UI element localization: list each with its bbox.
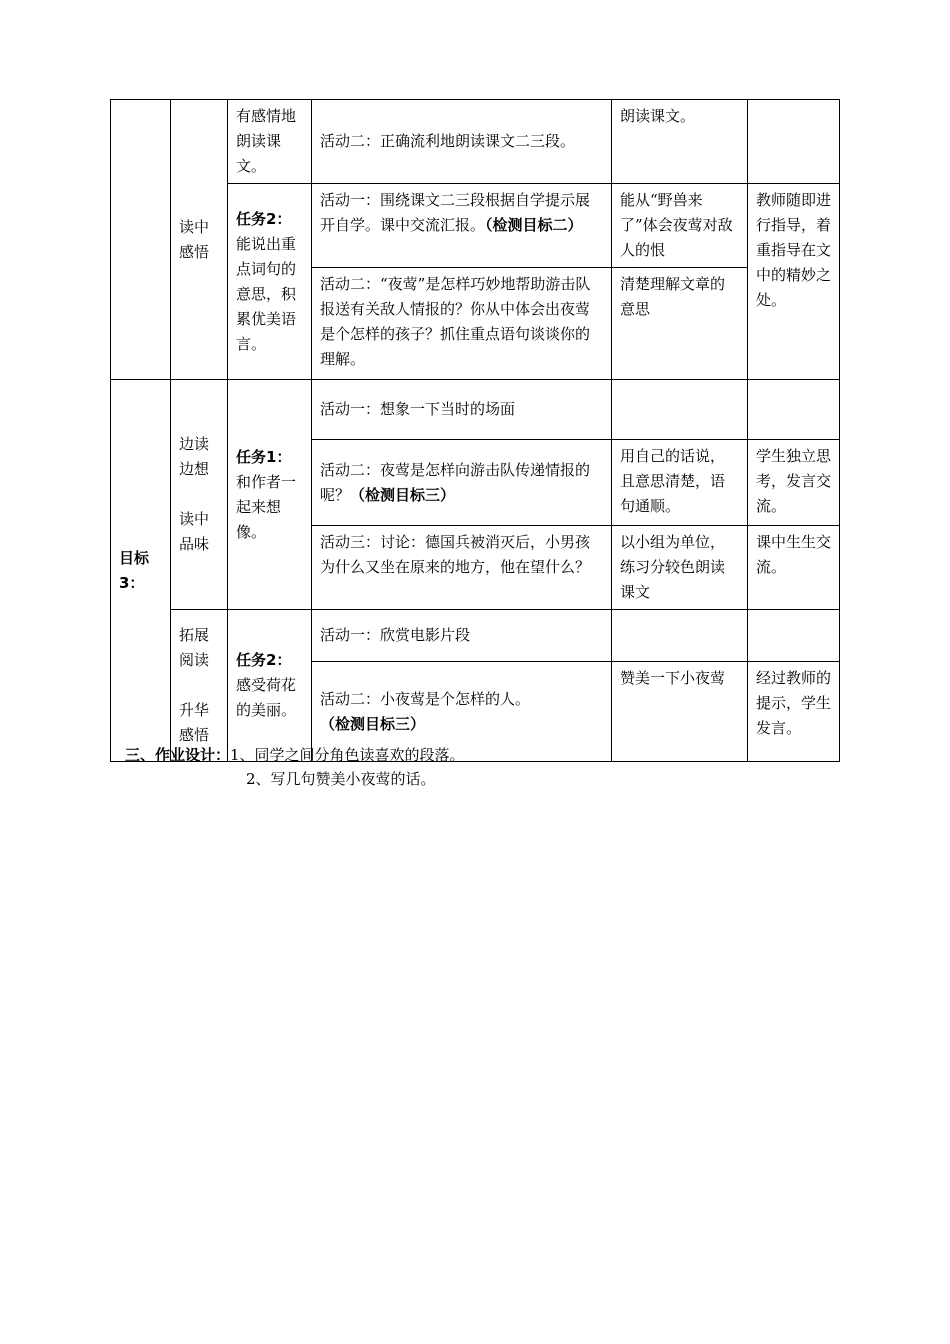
table-row [111,610,840,662]
student-cell: 清楚理解文章的意思 [612,268,748,380]
activity-cell: 活动一：想象一下当时的场面 [312,380,612,440]
table-row [111,100,840,184]
teacher-cell [748,100,840,184]
student-cell: 以小组为单位，练习分较色朗读课文 [612,526,748,610]
task-cell: 任务2：能说出重点词句的意思，积累优美语言。 [228,184,312,380]
task-cell: 任务1：和作者一起来想像。 [228,380,312,610]
activity-cell: 活动一：欣赏电影片段 [312,610,612,662]
student-cell: 赞美一下小夜莺 [612,662,748,762]
activity-cell: 活动二：正确流利地朗读课文二三段。 [312,100,612,184]
teacher-cell: 经过教师的提示，学生发言。 [748,662,840,762]
task-cell: 任务2：感受荷花的美丽。 [228,610,312,762]
teacher-cell: 教师随即进行指导，着重指导在文中的精妙之处。 [748,184,840,380]
lesson-plan-table [110,99,840,762]
homework-line-1 [125,743,465,767]
teacher-cell [748,380,840,440]
homework-section [125,743,465,791]
activity-cell: 活动二：“夜莺”是怎样巧妙地帮助游击队报送有关敌人情报的？你从中体会出夜莺是个怎样的孩子？抓住重点语句谈谈你的理解。 [312,268,612,380]
student-cell [612,380,748,440]
teacher-cell: 学生独立思考，发言交流。 [748,440,840,526]
table-row [111,380,840,440]
activity-cell: 活动三：讨论：德国兵被消灭后，小男孩为什么又坐在原来的地方，他在望什么？ [312,526,612,610]
teacher-cell [748,610,840,662]
goal-cell-empty [111,100,171,380]
student-cell: 朗读课文。 [612,100,748,184]
activity-cell: 活动二：小夜莺是个怎样的人。 （检测目标三） [312,662,612,762]
teacher-cell: 课中生生交流。 [748,526,840,610]
activity-cell: 活动一：围绕课文二三段根据自学提示展开自学。课中交流汇报。（检测目标二） [312,184,612,268]
student-cell: 用自己的话说，且意思清楚，语句通顺。 [612,440,748,526]
section-group-cell: 拓展阅读 升华感悟 [171,610,228,762]
homework-line-2 [125,767,465,791]
goal-label-cell: 目标3： [111,380,171,762]
student-cell [612,610,748,662]
homework-item: 1、同学之间分角色读喜欢的段落。 [230,746,465,764]
section-group-cell: 读中感悟 [171,100,228,380]
task-cell-continued: 有感情地朗读课文。 [228,100,312,184]
section-group-cell: 边读边想 读中品味 [171,380,228,610]
homework-item: 2、写几句赞美小夜莺的话。 [246,770,436,788]
homework-label: 三、作业设计： [125,746,231,764]
activity-cell: 活动二：夜莺是怎样向游击队传递情报的呢？（检测目标三） [312,440,612,526]
student-cell: 能从“野兽来了”体会夜莺对敌人的恨 [612,184,748,268]
